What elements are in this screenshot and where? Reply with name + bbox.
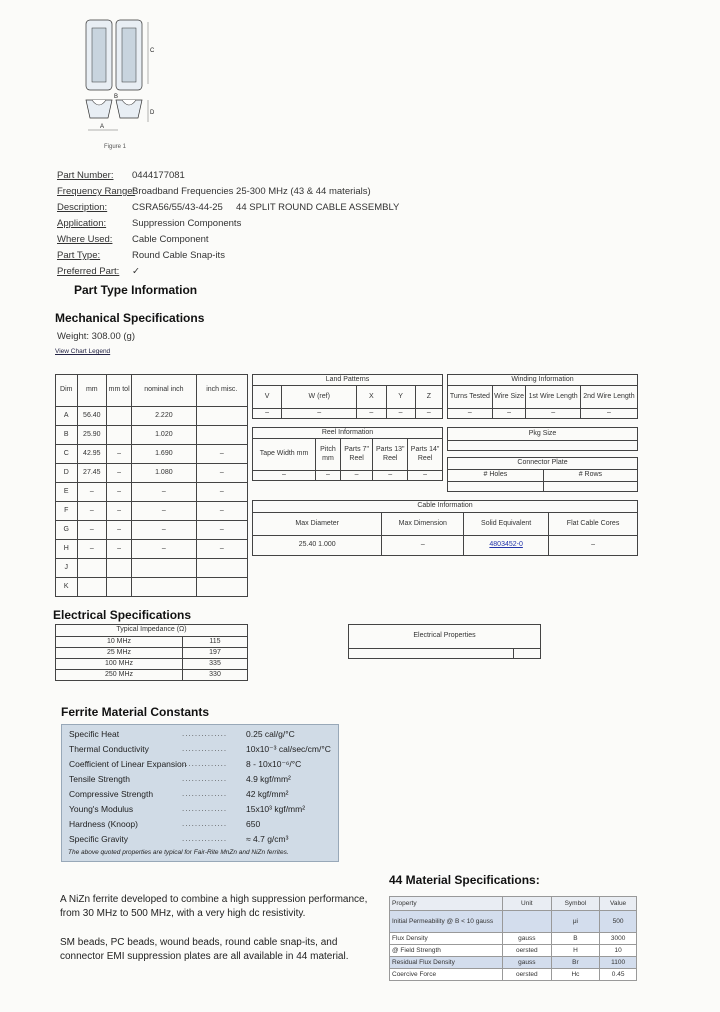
mechanical-heading: Mechanical Specifications [55, 311, 205, 325]
leader-dots: .............. [182, 729, 228, 738]
ferrite-property-value: 42 kgf/mm² [246, 789, 289, 799]
figure-1 [78, 18, 168, 153]
material-description-2: SM beads, PC beads, wound beads, round cable snap-its, and connector EMI suppression plates are all available in 44 material. [60, 937, 349, 962]
land-v-value: – [253, 409, 282, 419]
dimension-cell: – [132, 502, 196, 521]
land-v-header: V [253, 386, 282, 409]
solid-equivalent-link[interactable]: 4803452-0 [464, 536, 549, 556]
ferrite-property-label: Specific Gravity [69, 834, 129, 844]
dimension-cell: – [77, 502, 107, 521]
unit-header: Unit [503, 897, 552, 911]
impedance-title: Typical Impedance (Ω) [56, 625, 248, 637]
material-44-cell: oersted [503, 969, 552, 981]
dimension-cell [196, 426, 247, 445]
leader-dots: .............. [182, 759, 228, 768]
wire-size-header: Wire Size [492, 386, 526, 409]
dim-label-c: C [150, 48, 155, 54]
weight: Weight: 308.00 (g) [57, 331, 135, 342]
ferrite-property-label: Tensile Strength [69, 774, 130, 784]
property-header: Property [390, 897, 503, 911]
dimension-cell [77, 559, 107, 578]
dimension-row [56, 559, 248, 578]
impedance-row [56, 659, 248, 670]
dimension-cell: 1.080 [132, 464, 196, 483]
rows-value [543, 482, 637, 492]
impedance-frequency: 10 MHz [56, 637, 183, 648]
frequency-range-value: Broadband Frequencies 25-300 MHz (43 & 44 materials) [132, 186, 371, 197]
impedance-frequency: 250 MHz [56, 670, 183, 681]
material-44-row [390, 933, 637, 945]
material-44-heading: 44 Material Specifications: [389, 873, 540, 887]
dimension-row [56, 445, 248, 464]
dimension-row [56, 521, 248, 540]
ferrite-constants-panel [61, 724, 339, 862]
impedance-frequency: 25 MHz [56, 648, 183, 659]
ferrite-property-value: 10x10⁻³ cal/sec/cm/°C [246, 744, 331, 754]
dim-header: Dim [56, 375, 78, 407]
part-type-value: Round Cable Snap-its [132, 250, 225, 261]
leader-dots: .............. [182, 744, 228, 753]
dimension-row [56, 407, 248, 426]
dimension-row [56, 540, 248, 559]
second-wire-length-header: 2nd Wire Length [580, 386, 637, 409]
leader-dots: .............. [182, 834, 228, 843]
ferrite-property-label: Young's Modulus [69, 804, 134, 814]
material-44-cell: gauss [503, 957, 552, 969]
tape-width-header: Tape Width mm [253, 439, 316, 471]
pitch-value: – [316, 471, 341, 481]
ferrite-property-value: 8 - 10x10⁻⁶/°C [246, 759, 302, 769]
reel-title: Reel Information [253, 428, 443, 439]
reel-table [252, 427, 443, 481]
ferrite-property-label: Hardness (Knoop) [69, 819, 138, 829]
dimension-row [56, 426, 248, 445]
dimension-cell: – [107, 445, 132, 464]
dimension-cell: – [107, 483, 132, 502]
electrical-properties-title: Electrical Properties [349, 625, 541, 649]
dimension-cell: 56.40 [77, 407, 107, 426]
dimension-cell: – [196, 445, 247, 464]
dimension-cell [107, 559, 132, 578]
dimension-cell: 27.45 [77, 464, 107, 483]
ferrite-property-label: Specific Heat [69, 729, 120, 739]
max-dimension-value: – [382, 536, 464, 556]
ferrite-property-value: ≈ 4.7 g/cm³ [246, 834, 289, 844]
electrical-properties-table [348, 624, 541, 659]
frequency-range-label: Frequency Range: [57, 186, 136, 197]
land-x-header: X [357, 386, 386, 409]
part-type-label: Part Type: [57, 250, 101, 261]
impedance-value: 335 [183, 659, 248, 670]
dimension-cell: – [77, 521, 107, 540]
parts-7-reel-value: – [340, 471, 372, 481]
electrical-heading: Electrical Specifications [53, 608, 192, 622]
chart-legend-link[interactable]: View Chart Legend [55, 348, 111, 355]
turns-tested-value: – [448, 409, 493, 419]
dimension-cell: D [56, 464, 78, 483]
leader-dots: .............. [182, 819, 228, 828]
material-44-cell: Coercive Force [390, 969, 503, 981]
dimension-cell [196, 407, 247, 426]
parts-13-reel-value: – [373, 471, 408, 481]
land-y-header: Y [386, 386, 415, 409]
holes-header: # Holes [448, 470, 544, 482]
dimension-cell: – [132, 521, 196, 540]
dimension-cell: – [77, 540, 107, 559]
material-44-cell: Residual Flux Density [390, 957, 503, 969]
material-description-1: A NiZn ferrite developed to combine a high suppression performance, from 30 MHz to 500 MHz, with a very high dc resistivity. [60, 894, 368, 919]
leader-dots: .............. [182, 789, 228, 798]
dimension-cell: B [56, 426, 78, 445]
impedance-value: 330 [183, 670, 248, 681]
impedance-table [55, 624, 248, 681]
dimension-cell: – [132, 540, 196, 559]
dimension-cell: – [107, 521, 132, 540]
application-value: Suppression Components [132, 218, 242, 229]
first-wire-length-header: 1st Wire Length [526, 386, 580, 409]
dimension-row [56, 483, 248, 502]
land-z-value: – [415, 409, 442, 419]
ferrite-property-label: Thermal Conductivity [69, 744, 149, 754]
material-44-cell: Br [551, 957, 600, 969]
pkg-size-title: Pkg Size [448, 428, 638, 441]
first-wire-length-value: – [526, 409, 580, 419]
pkg-size-value [448, 441, 638, 451]
dimension-cell: A [56, 407, 78, 426]
dimension-cell [77, 578, 107, 597]
ferrite-property-label: Coefficient of Linear Expansion [69, 759, 187, 769]
dimension-cell [107, 407, 132, 426]
dim-label-b: B [114, 94, 119, 100]
where-used-value: Cable Component [132, 234, 209, 245]
material-44-cell: Initial Permeability @ B < 10 gauss [390, 911, 503, 933]
impedance-frequency: 100 MHz [56, 659, 183, 670]
rows-header: # Rows [543, 470, 637, 482]
dimension-cell: – [196, 502, 247, 521]
land-w-header: W (ref) [282, 386, 357, 409]
dimension-rows [56, 407, 248, 597]
impedance-value: 197 [183, 648, 248, 659]
dimension-cell: – [196, 483, 247, 502]
land-patterns-table [252, 374, 443, 419]
dimension-cell: J [56, 559, 78, 578]
ferrite-property-value: 650 [246, 819, 261, 829]
parts-7-reel-header: Parts 7" Reel [340, 439, 372, 471]
material-44-row [390, 969, 637, 981]
cable-info-title: Cable Information [253, 501, 638, 513]
solid-equivalent-header: Solid Equivalent [464, 513, 549, 536]
parts-14-reel-value: – [408, 471, 443, 481]
material-44-cell: oersted [503, 945, 552, 957]
max-diameter-header: Max Diameter [253, 513, 382, 536]
turns-tested-header: Turns Tested [448, 386, 493, 409]
land-x-value: – [357, 409, 386, 419]
nominal-inch-header: nominal inch [132, 375, 196, 407]
preferred-part-label: Preferred Part: [57, 266, 120, 277]
mm-tol-header: mm tol [107, 375, 132, 407]
material-44-cell: μi [551, 911, 600, 933]
material-44-cell: H [551, 945, 600, 957]
flat-cable-cores-header: Flat Cable Cores [549, 513, 638, 536]
description-value: CSRA56/55/43-44-25 44 SPLIT ROUND CABLE ASSEMBLY [132, 202, 400, 213]
material-44-row [390, 945, 637, 957]
land-w-value: – [282, 409, 357, 419]
ferrite-property-value: 0.25 cal/g/°C [246, 729, 295, 739]
dimension-row [56, 578, 248, 597]
pkg-size-table [447, 427, 638, 451]
material-44-cell: Hc [551, 969, 600, 981]
leader-dots: .............. [182, 804, 228, 813]
impedance-rows [56, 637, 248, 681]
material-44-cell: 1100 [600, 957, 637, 969]
dimension-cell [107, 578, 132, 597]
material-44-cell: @ Field Strength [390, 945, 503, 957]
dimension-cell [196, 559, 247, 578]
tape-width-value: – [253, 471, 316, 481]
material-44-cell [503, 911, 552, 933]
where-used-label: Where Used: [57, 234, 113, 245]
dimension-cell: – [107, 464, 132, 483]
material-44-cell: 3000 [600, 933, 637, 945]
material-44-cell: 0.45 [600, 969, 637, 981]
part-number-label: Part Number: [57, 170, 114, 181]
dimension-cell [196, 578, 247, 597]
dimension-cell: – [196, 521, 247, 540]
dim-label-a: A [100, 124, 105, 130]
dimension-cell: 25.90 [77, 426, 107, 445]
impedance-row [56, 670, 248, 681]
dimension-cell: – [77, 483, 107, 502]
land-z-header: Z [415, 386, 442, 409]
dimension-cell: – [196, 540, 247, 559]
dimension-cell: G [56, 521, 78, 540]
electrical-properties-cell [514, 649, 541, 659]
inch-misc-header: inch misc. [196, 375, 247, 407]
flat-cable-cores-value: – [549, 536, 638, 556]
part-drawing-icon [78, 18, 168, 153]
dimension-cell: – [196, 464, 247, 483]
dimension-table [55, 374, 248, 597]
land-y-value: – [386, 409, 415, 419]
material-44-cell: gauss [503, 933, 552, 945]
impedance-row [56, 637, 248, 648]
part-type-heading: Part Type Information [74, 283, 198, 297]
material-44-cell: 10 [600, 945, 637, 957]
ferrite-heading: Ferrite Material Constants [61, 705, 210, 719]
dimension-cell: – [107, 502, 132, 521]
mm-header: mm [77, 375, 107, 407]
material-44-cell: B [551, 933, 600, 945]
dimension-cell: 2.220 [132, 407, 196, 426]
dimension-cell: H [56, 540, 78, 559]
connector-plate-title: Connector Plate [448, 458, 638, 470]
ferrite-property-label: Compressive Strength [69, 789, 154, 799]
dimension-cell [107, 426, 132, 445]
value-header: Value [600, 897, 637, 911]
impedance-value: 115 [183, 637, 248, 648]
wire-size-value: – [492, 409, 526, 419]
part-number-value: 0444177081 [132, 170, 185, 181]
dimension-cell: 1.020 [132, 426, 196, 445]
winding-table [447, 374, 638, 419]
ferrite-property-value: 4.9 kgf/mm² [246, 774, 291, 784]
description-label: Description: [57, 202, 108, 213]
material-44-cell: Flux Density [390, 933, 503, 945]
land-patterns-title: Land Patterns [253, 375, 443, 386]
dimension-cell: 42.95 [77, 445, 107, 464]
pitch-header: Pitch mm [316, 439, 341, 471]
dimension-cell: K [56, 578, 78, 597]
dimension-row [56, 502, 248, 521]
dimension-cell: C [56, 445, 78, 464]
material-44-row [390, 957, 637, 969]
impedance-row [56, 648, 248, 659]
figure-caption: Figure 1 [104, 144, 127, 150]
holes-value [448, 482, 544, 492]
material-44-row [390, 911, 637, 933]
leader-dots: .............. [182, 774, 228, 783]
dimension-cell: F [56, 502, 78, 521]
parts-13-reel-header: Parts 13" Reel [373, 439, 408, 471]
dimension-cell: – [132, 483, 196, 502]
preferred-part-check-icon: ✓ [132, 266, 140, 277]
dimension-cell: – [107, 540, 132, 559]
connector-plate-table [447, 457, 638, 492]
material-44-rows [390, 911, 637, 981]
material-44-cell: 500 [600, 911, 637, 933]
ferrite-note: The above quoted properties are typical for Fair-Rite MnZn and NiZn ferrites. [68, 849, 289, 856]
material-44-table [389, 896, 637, 981]
application-label: Application: [57, 218, 107, 229]
electrical-properties-cell [349, 649, 514, 659]
max-diameter-value: 25.40 1.000 [253, 536, 382, 556]
dimension-cell: E [56, 483, 78, 502]
winding-title: Winding Information [448, 375, 638, 386]
dimension-cell: 1.690 [132, 445, 196, 464]
dim-label-d: D [150, 110, 155, 116]
parts-14-reel-header: Parts 14" Reel [408, 439, 443, 471]
dimension-cell [132, 578, 196, 597]
max-dimension-header: Max Dimension [382, 513, 464, 536]
dimension-cell [132, 559, 196, 578]
second-wire-length-value: – [580, 409, 637, 419]
symbol-header: Symbol [551, 897, 600, 911]
ferrite-property-value: 15x10³ kgf/mm² [246, 804, 306, 814]
cable-info-table [252, 500, 638, 556]
dimension-row [56, 464, 248, 483]
